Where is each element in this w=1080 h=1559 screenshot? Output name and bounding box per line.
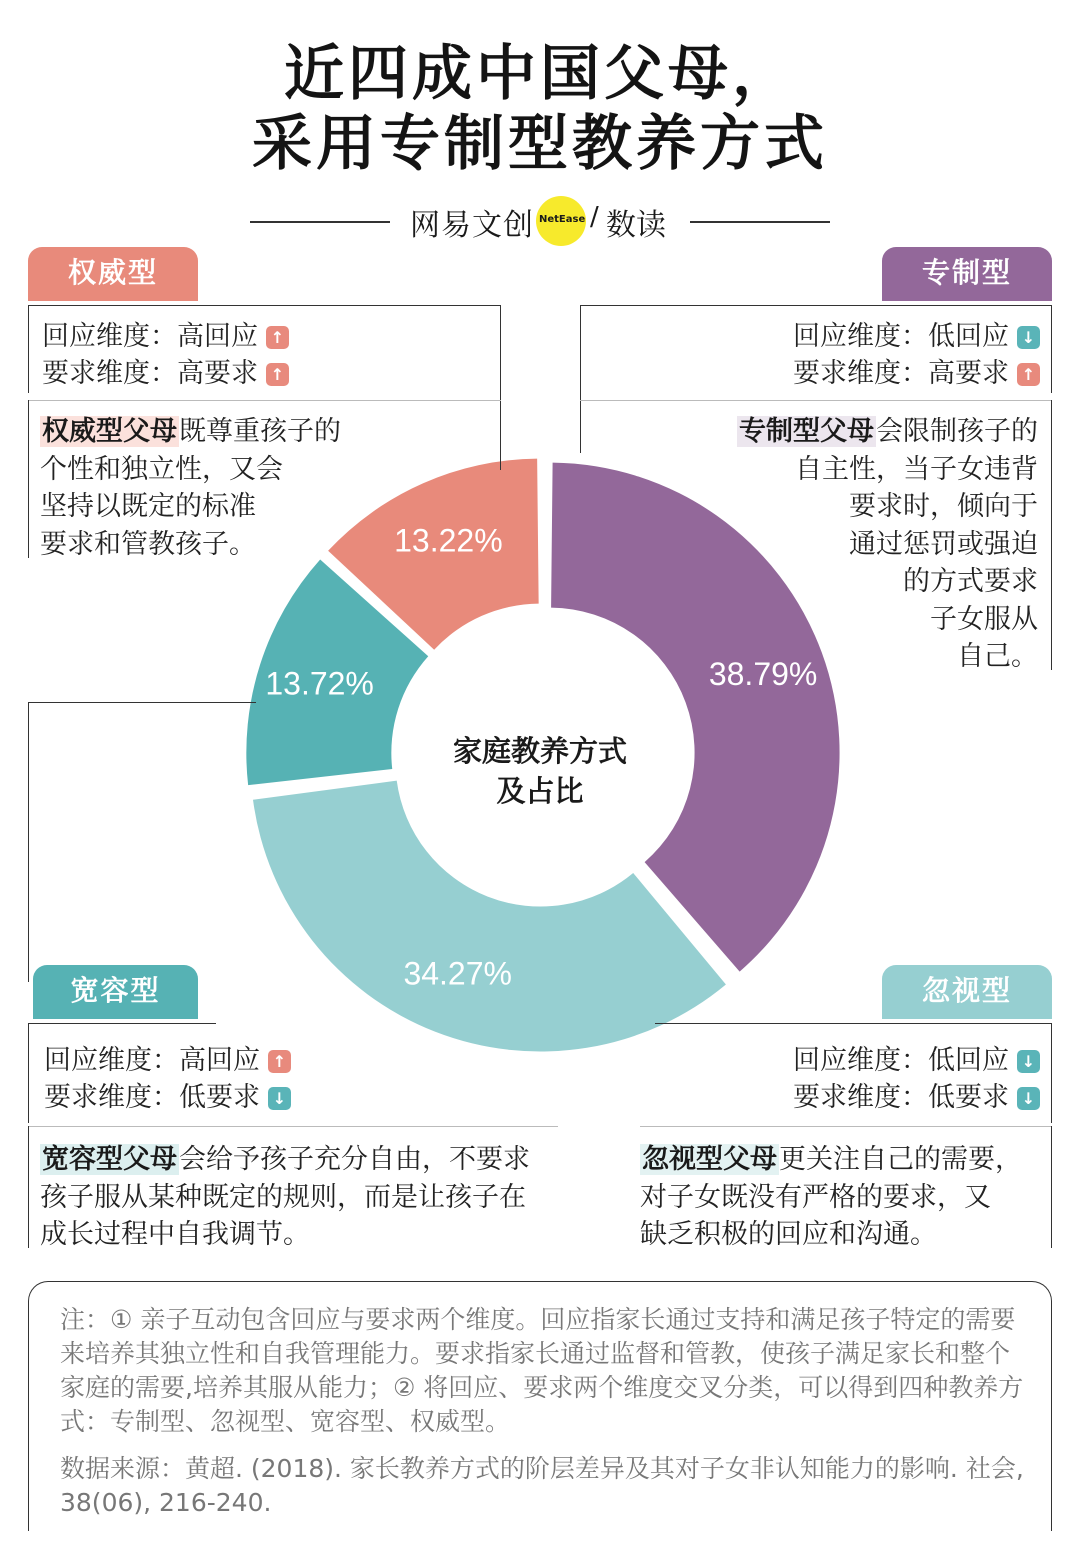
permissive-response-text: 回应维度：高回应 — [44, 1045, 260, 1076]
data-source: 数据来源：黄超. (2018). 家长教养方式的阶层差异及其对子女非认知能力的影响. 社会, 38(06), 216-240. — [60, 1454, 1024, 1517]
authoritative-highlight: 权威型父母 — [42, 416, 177, 447]
brand-sub: 数读 — [606, 208, 666, 243]
arrow-down-icon: ↓ — [268, 1087, 291, 1110]
arrow-down-icon: ↓ — [1017, 326, 1040, 349]
desc-line: 对子女既没有严格的要求，又 — [640, 1181, 991, 1213]
donut-slice-label-2: 13.72% — [265, 665, 374, 702]
authoritative-demand — [42, 355, 289, 392]
desc-line: 自主性，当子女违背 — [795, 453, 1038, 485]
chart-center-label-line1: 家庭教养方式 — [452, 734, 628, 768]
arrow-up-icon: ↑ — [266, 363, 289, 386]
brand-separator: / — [590, 202, 599, 232]
permissive-highlight: 宽容型父母 — [42, 1144, 177, 1175]
frame-left — [580, 305, 581, 453]
tag-underline — [882, 1017, 1052, 1019]
desc-line: 要求和管教孩子。 — [40, 528, 256, 560]
desc-line: 缺乏积极的回应和沟通。 — [640, 1219, 937, 1250]
tag-underline — [33, 1017, 198, 1019]
authoritative-response — [42, 318, 289, 355]
donut-slice-label-3: 13.22% — [394, 522, 503, 559]
connector-permissive-vertical — [28, 702, 29, 982]
divider — [640, 1126, 1052, 1127]
authoritarian-highlight: 专制型父母 — [739, 416, 874, 447]
tag-authoritative-label: 权威型 — [67, 256, 158, 289]
arrow-up-icon: ↑ — [268, 1050, 291, 1073]
desc-line: 成长过程中自我调节。 — [40, 1219, 310, 1250]
permissive-demand-text: 要求维度：低要求 — [44, 1082, 260, 1113]
permissive-demand — [44, 1079, 291, 1116]
donut-slice-label-0: 38.79% — [708, 656, 818, 693]
desc-line: 坚持以既定的标准 — [40, 491, 256, 522]
neglectful-demand — [793, 1079, 1040, 1116]
donut-slice-label-1: 34.27% — [403, 955, 512, 992]
authoritarian-response — [793, 318, 1040, 355]
neglectful-description — [640, 1141, 1040, 1254]
authoritative-description — [40, 413, 400, 563]
authoritarian-description — [618, 413, 1038, 676]
frame-top — [28, 305, 501, 306]
desc-line: 会给予孩子充分自由，不要求 — [179, 1144, 530, 1175]
frame-left — [28, 1023, 29, 1123]
authoritarian-demand-text: 要求维度：高要求 — [793, 358, 1009, 389]
neglectful-demand-text: 要求维度：低要求 — [793, 1082, 1009, 1113]
permissive-description — [40, 1141, 580, 1254]
authoritative-demand-text: 要求维度：高要求 — [42, 358, 258, 389]
divider — [28, 1126, 558, 1127]
desc-line: 既尊重孩子的 — [179, 416, 341, 447]
arrow-up-icon: ↑ — [1017, 363, 1040, 386]
desc-line: 个性和独立性，又会 — [40, 453, 283, 485]
donut-slice-1 — [253, 781, 726, 1052]
frame-right — [500, 305, 501, 470]
page-title-line2: 采用专制型教养方式 — [252, 109, 828, 179]
desc-line: 子女服从 — [930, 603, 1038, 635]
authoritarian-demand — [793, 355, 1040, 392]
tag-neglectful — [882, 965, 1052, 1017]
tag-underline — [882, 299, 1052, 301]
brand-badge: NetEase — [539, 214, 586, 225]
tag-underline — [28, 299, 198, 301]
frame-right — [1051, 1023, 1052, 1123]
desc-line: 会限制孩子的 — [876, 416, 1038, 447]
authoritarian-response-text: 回应维度：低回应 — [793, 321, 1009, 352]
brand-name: 网易文创 — [410, 208, 534, 243]
frame-top — [655, 1023, 1052, 1024]
neglectful-response-text: 回应维度：低回应 — [793, 1045, 1009, 1076]
frame-left — [28, 305, 29, 393]
arrow-down-icon: ↓ — [1017, 1087, 1040, 1110]
desc-line: 孩子服从某种既定的规则，而是让孩子在 — [40, 1181, 526, 1213]
desc-line: 更关注自己的需要， — [779, 1144, 1022, 1175]
authoritative-response-text: 回应维度：高回应 — [42, 321, 258, 352]
frame-left-lower — [28, 1126, 29, 1248]
neglectful-response — [793, 1042, 1040, 1079]
divider — [580, 400, 1052, 401]
desc-line: 通过惩罚或强迫 — [849, 528, 1038, 560]
tag-authoritarian — [882, 247, 1052, 299]
desc-line: 的方式要求 — [903, 566, 1038, 597]
tag-neglectful-label: 忽视型 — [921, 974, 1012, 1007]
frame-top — [580, 305, 1052, 306]
frame-right-lower — [1051, 1126, 1052, 1248]
frame-left-lower — [28, 400, 29, 558]
frame-top — [28, 1023, 216, 1024]
neglectful-highlight: 忽视型父母 — [642, 1144, 777, 1175]
tag-permissive — [33, 965, 198, 1017]
desc-line: 要求时，倾向于 — [849, 491, 1038, 522]
permissive-response — [44, 1042, 291, 1079]
tag-authoritative — [28, 247, 198, 299]
notes-text: 注：① 亲子互动包含回应与要求两个维度。回应指家长通过支持和满足孩子特定的需要来培养其独立性和自我管理能力。要求指家长通过监督和管教，使孩子满足家长和整个家庭的需要,培养其服从能力；② 将回应、要求两个维度交叉分类，可以得到四种教养方式：专制型、忽视型、宽容型、权威型。 — [60, 1305, 1024, 1436]
connector-permissive — [28, 702, 256, 703]
frame-right-lower — [1051, 400, 1052, 670]
divider — [28, 400, 501, 401]
page-title-line1: 近四成中国父母， — [284, 39, 796, 109]
desc-line: 自己。 — [957, 641, 1038, 672]
frame-right — [1051, 305, 1052, 393]
tag-permissive-label: 宽容型 — [70, 974, 161, 1007]
tag-authoritarian-label: 专制型 — [921, 256, 1012, 289]
chart-center-label-line2: 及占比 — [496, 774, 584, 808]
arrow-up-icon: ↑ — [266, 326, 289, 349]
arrow-down-icon: ↓ — [1017, 1050, 1040, 1073]
